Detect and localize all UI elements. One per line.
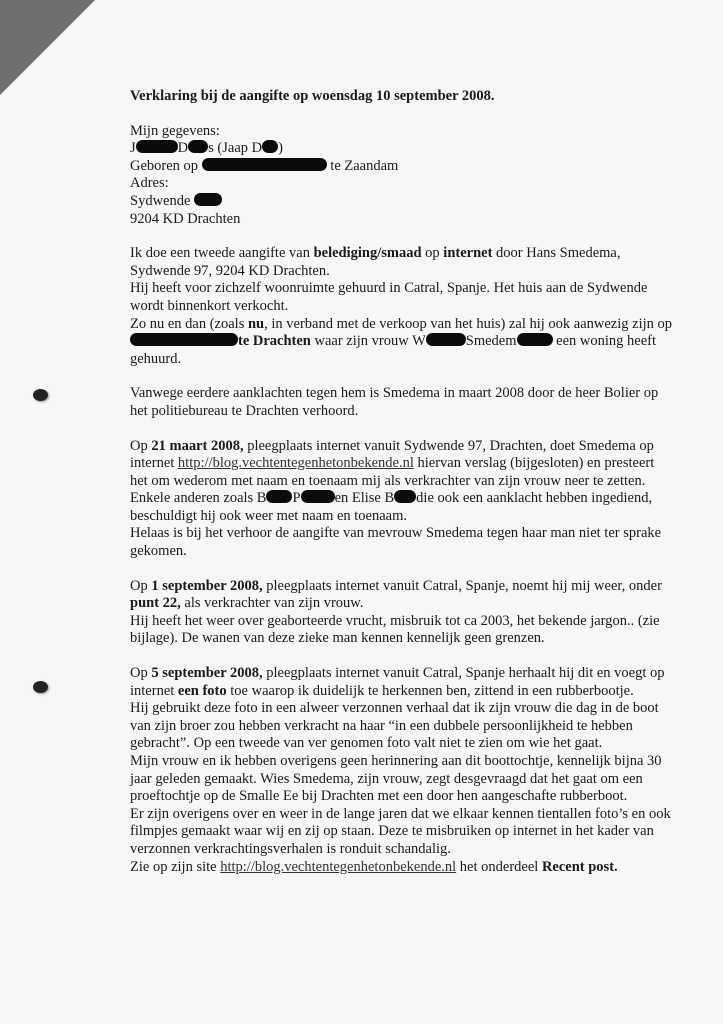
- redaction: [426, 333, 466, 346]
- redaction: [301, 490, 335, 503]
- folded-corner: [0, 0, 95, 95]
- redaction: [136, 140, 178, 153]
- letter-body: [130, 88, 675, 876]
- punch-hole-top: [33, 389, 48, 401]
- redaction: [202, 158, 327, 171]
- redaction: [130, 333, 238, 346]
- paragraph-earlier-complaints: Vanwege eerdere aanklachten tegen hem is Smedema in maart 2008 door de heer Bolier op het politiebureau te Drachten verhoord.: [130, 385, 659, 419]
- address-label: Adres:: [130, 175, 169, 192]
- redaction: [188, 140, 208, 153]
- redaction: [266, 490, 292, 503]
- blog-link[interactable]: http://blog.vechtentegenhetonbekende.nl: [220, 858, 457, 875]
- street-line: Sydwende: [130, 193, 675, 211]
- birth-line: Geboren op te Zaandam: [130, 157, 399, 174]
- paragraph-1-september: Op 1 september 2008, pleegplaats internet vanuit Catral, Spanje, noemt hij mij weer, onder punt 22, als verkrachter van zijn vrouw. Hij heeft het weer over geaborteerde vrucht, misbruik tot ca 2003, het bekende jargon.. (zie bijlage). De wanen van deze zieke man kennen kennelijk geen grenzen.: [130, 577, 662, 647]
- personal-details: [130, 123, 675, 229]
- document-title: Verklaring bij de aangifte op woensdag 10 september 2008.: [130, 88, 495, 104]
- redaction: [517, 333, 553, 346]
- redaction: [194, 193, 222, 206]
- paragraph-21-march: Op 21 maart 2008, pleegplaats internet vanuit Sydwende 97, Drachten, doet Smedema op internet http://blog.vechtentegenhetonbekende.nl hiervan verslag (bijgesloten) en presteert het om wederom met naam en toenaam mij als verkrachter van zijn vrouw neer te zetten. Enkele anderen zoals B P en Elise B die ook een aanklacht hebben ingediend, beschuldigt hij ook weer met naam en toenaam. Helaas is bij het verhoor de aangifte van mevrouw Smedema tegen haar man niet ter sprake gekomen.: [130, 437, 662, 560]
- details-label: Mijn gegevens:: [130, 122, 220, 139]
- blog-link[interactable]: http://blog.vechtentegenhetonbekende.nl: [177, 455, 414, 472]
- redaction: [394, 490, 416, 503]
- paragraph-5-september: Op 5 september 2008, pleegplaats internet vanuit Catral, Spanje herhaalt hij dit en voegt op internet een foto toe waarop ik duidelijk te herkennen ben, zittend in een rubberbootje. Hij gebruikt deze foto in een alweer verzonnen verhaal dat ik zijn vrouw die dag in de boot van zijn broer zou hebben verkracht na haar “in een dubbele persoonlijkheid te hebben gebracht”. Op een tweede van ver genomen foto valt niet te zien om wie het gaat. Mijn vrouw en ik hebben overigens geen herinnering aan dit boottochtje, kennelijk bijna 30 jaar geleden gemaakt. Wies Smedema, zijn vrouw, zegt desgevraagd dat het gaat om een proeftochtje op de Smalle Ee bij Drachten met een door hen aangeschafte rubberboot. Er zijn overigens over en weer in de lange jaren dat we elkaar kennen tientallen foto’s en ook filmpjes gemaakt waar wij en zij op staan. Deze te misbruiken op internet in het kader van verzonnen verkrachtingsverhalen is ronduit schandalig. Zie op zijn site http://blog.vechtentegenhetonbekende.nl het onderdeel Recent post.: [130, 665, 671, 875]
- redaction: [262, 140, 278, 153]
- postal-line: 9204 KD Drachten: [130, 210, 241, 227]
- name-line: J D s (Jaap D ): [130, 140, 283, 157]
- paragraph-complaint: Ik doe een tweede aangifte van belediging/smaad op internet door Hans Smedema, Sydwende 97, 9204 KD Drachten. Hij heeft voor zichzelf woonruimte gehuurd in Catral, Spanje. Het huis aan de Sydwende wordt binnenkort verkocht. Zo nu en dan (zoals nu, in verband met de verkoop van het huis) zal hij ook aanwezig zijn opte Drachten waar zijn vrouw W Smedem een woning heeft gehuurd.: [130, 245, 673, 367]
- punch-hole-bottom: [33, 681, 48, 693]
